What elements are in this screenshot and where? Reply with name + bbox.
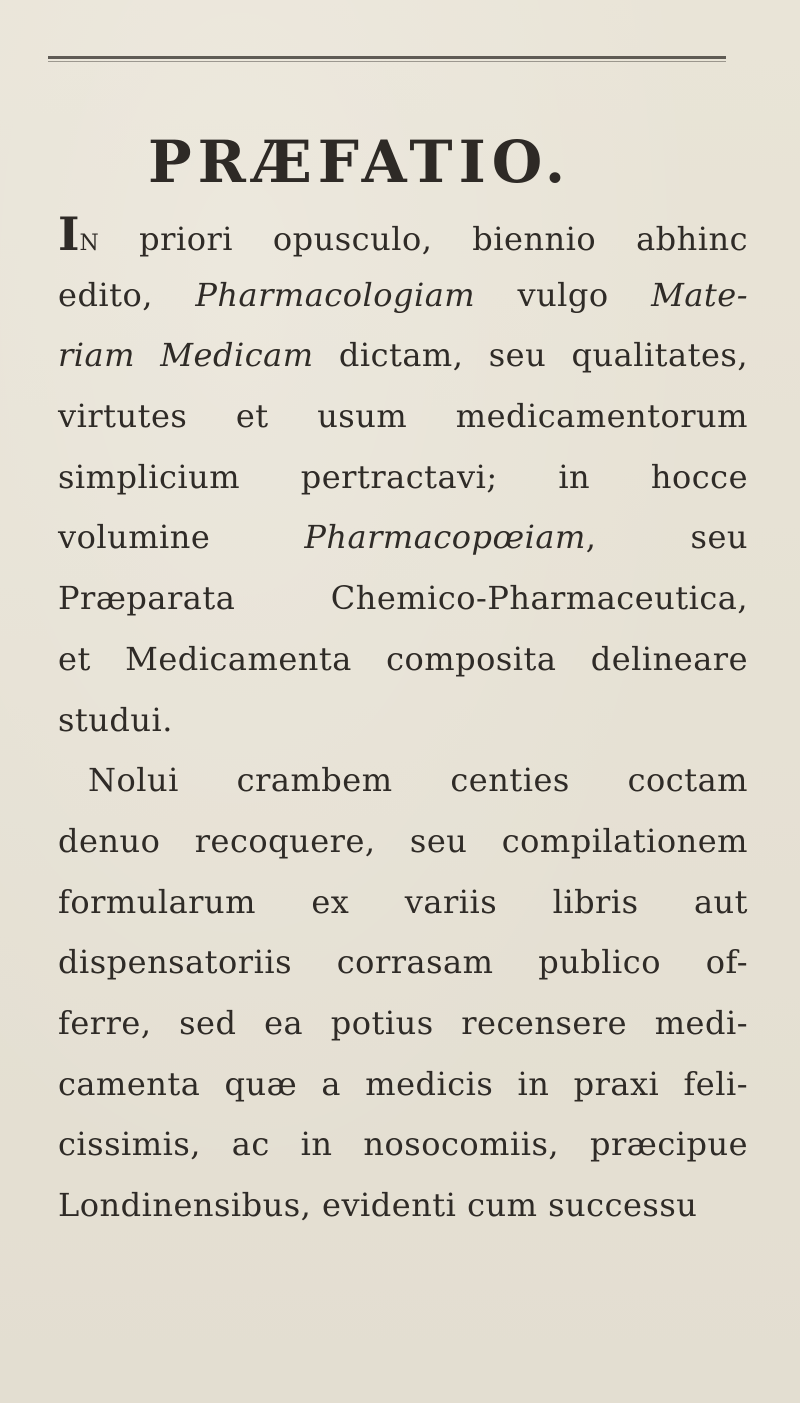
- text-line: cissimis, ac in nosocomiis, præcipue: [58, 1125, 748, 1164]
- text-line: denuo recoquere, seu compilationem: [58, 821, 748, 860]
- text-line: [58, 325, 748, 386]
- text-line: ferre, sed ea potius recensere medi-: [58, 1003, 748, 1042]
- text-segment: dictam, seu qualitates,: [313, 336, 748, 375]
- text-line: [58, 507, 748, 568]
- text-line: virtutes et usum medicamentorum: [58, 397, 748, 436]
- text-segment: , seu: [585, 518, 749, 557]
- italic-segment: Pharmacopœiam: [304, 518, 586, 557]
- italic-segment: Mate-: [651, 275, 749, 314]
- text-line: et Medicamenta composita delineare: [58, 639, 748, 678]
- text-line: simplicium pertractavi; in hocce: [58, 457, 748, 496]
- text-line: [58, 204, 748, 265]
- italic-segment: riam Medicam: [58, 336, 314, 375]
- text-line: studui.: [58, 700, 173, 739]
- drop-cap: I: [58, 207, 80, 261]
- page-title: PRÆFATIO.: [148, 128, 572, 196]
- text-segment: vulgo: [475, 275, 652, 314]
- top-rule: [48, 56, 726, 59]
- text-segment: edito,: [58, 275, 196, 314]
- text-line: Præparata Chemico-Pharmaceutica,: [58, 579, 748, 618]
- italic-segment: Pharmacologiam: [195, 275, 476, 314]
- text-line: camenta quæ a medicis in praxi feli-: [58, 1064, 748, 1103]
- top-rule-thin: [48, 61, 726, 62]
- text-line: dispensatoriis corrasam publico of-: [58, 943, 748, 982]
- text-segment: volumine: [58, 518, 305, 557]
- text-segment: priori opusculo, biennio abhinc: [99, 220, 748, 258]
- text-line: Londinensibus, evidenti cum successu: [58, 1186, 698, 1224]
- text-line: Nolui crambem centies coctam: [88, 761, 748, 800]
- text-line: [58, 265, 748, 326]
- body-text: [58, 204, 748, 1236]
- small-cap: N: [79, 231, 100, 256]
- text-line: formularum ex variis libris aut: [58, 882, 748, 921]
